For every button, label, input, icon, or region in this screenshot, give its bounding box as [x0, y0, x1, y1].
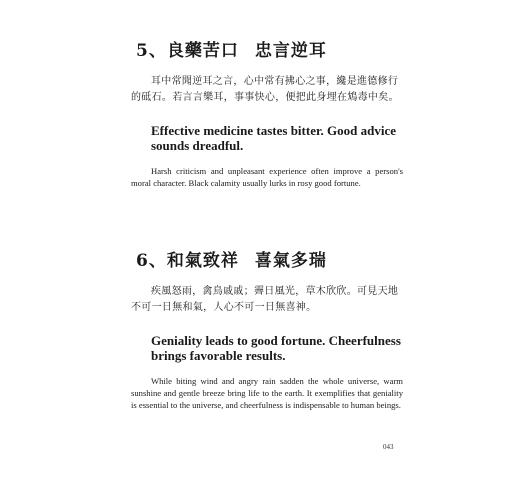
section-heading — [136, 250, 401, 272]
section-number: 6、 — [136, 251, 167, 271]
section-heading — [136, 40, 401, 62]
chinese-text: 耳中常聞逆耳之言，心中常有拂心之事，纔是進德修行的砥石。若言言樂耳，事事快心，便把此身埋在鴆毒中矣。 — [131, 76, 399, 103]
section-6 — [131, 250, 401, 411]
section-number: 5、 — [136, 41, 167, 61]
english-text: Harsh criticism and unpleasant experience often improve a person's moral character. Black calamity usually lurks in rosy good fortune. — [131, 166, 403, 188]
english-text: While biting wind and angry rain sadden the whole universe, warm sunshine and gentle breeze bring life to the earth. It exemplifies that geniality is essential to the universe, and cheerfulness is indispensable to human beings. — [131, 376, 403, 410]
chinese-text: 疾風怒雨，禽鳥戚戚；霽日風光，草木欣欣。可見天地不可一日無和氣，人心不可一日無喜神。 — [131, 286, 399, 313]
page-number: 043 — [383, 443, 394, 451]
section-5 — [131, 40, 401, 189]
heading-phrase-2: 喜氣多瑞 — [254, 251, 327, 271]
english-title: Effective medicine tastes bitter. Good advice sounds dreadful. — [151, 123, 397, 153]
english-title: Geniality leads to good fortune. Cheerfulness brings favorable results. — [151, 333, 401, 363]
heading-phrase-1: 和氣致祥 — [166, 251, 239, 271]
heading-phrase-2: 忠言逆耳 — [254, 41, 327, 61]
heading-phrase-1: 良藥苦口 — [166, 41, 239, 61]
